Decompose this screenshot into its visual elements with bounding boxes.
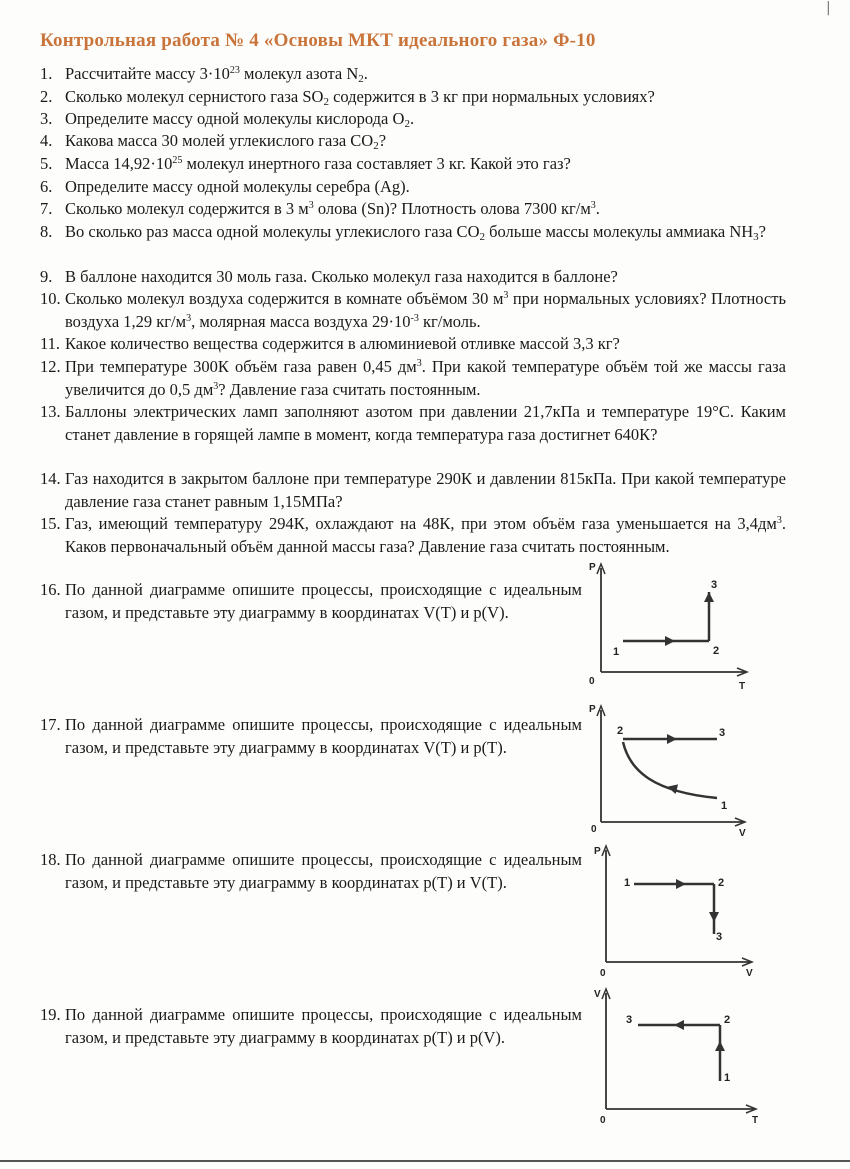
axes — [597, 564, 747, 676]
question-number: 14. — [40, 469, 61, 488]
question-18 — [40, 849, 582, 894]
question-3 — [40, 108, 786, 131]
question-text: По данной диаграмме опишите процессы, происходящие с идеальным газом, и представьте эту диаграмму в координатах p(T) и V(T). — [65, 850, 582, 892]
point-1-label: 1 — [613, 646, 620, 658]
point-1-label: 1 — [624, 877, 631, 889]
question-19 — [40, 1004, 582, 1049]
question-text: Масса $14,92\cdot 10^{25}$ молекул инертного газа составляет 3 кг. Какой это газ? — [65, 154, 571, 173]
question-text: Какое количество вещества содержится в алюминиевой отливке массой 3,3 кг? — [65, 334, 620, 353]
question-text: Определите массу одной молекулы серебра (Ag). — [65, 177, 410, 196]
question-number: 13. — [40, 402, 61, 421]
y-axis-label: P — [589, 704, 596, 715]
process-arrow — [665, 636, 675, 646]
question-number: 18. — [40, 850, 61, 869]
diagram-18 — [590, 842, 760, 982]
question-number: 6. — [40, 177, 53, 196]
axes — [602, 846, 752, 966]
question-11 — [40, 333, 786, 356]
y-axis-label: P — [594, 846, 601, 857]
question-text: Рассчитайте массу $3\cdot 10^{23}$ молекул азота $N_2$. — [65, 64, 368, 85]
question-number: 4. — [40, 131, 53, 150]
question-text: Определите массу одной молекулы кислорода $O_2$. — [65, 109, 415, 130]
process-arrow — [709, 912, 719, 922]
point-2-label: 2 — [724, 1014, 731, 1026]
diagram-16 — [585, 560, 755, 695]
origin-label: 0 — [600, 1115, 606, 1126]
question-text: По данной диаграмме опишите процессы, происходящие с идеальным газом, и представьте эту диаграмму в координатах V(T) и p(V). — [65, 580, 582, 622]
point-2-label: 2 — [718, 877, 725, 889]
question-12 — [40, 356, 786, 401]
y-axis-label: V — [594, 989, 601, 1000]
question-number: 19. — [40, 1005, 61, 1024]
question-8 — [40, 221, 786, 244]
x-axis-label: T — [739, 681, 746, 692]
process-arrow — [715, 1041, 725, 1051]
origin-label: 0 — [600, 968, 606, 979]
question-number: 11. — [40, 334, 61, 353]
question-text: Баллоны электрических ламп заполняют азотом при давлении 21,7кПа и температуре 19°С. Каким станет давление в горящей лампе в момент, когда температура газа достигнет 640К? — [65, 402, 786, 444]
question-7 — [40, 198, 786, 221]
question-number: 8. — [40, 222, 53, 241]
origin-label: 0 — [589, 676, 595, 687]
question-10 — [40, 288, 786, 333]
question-number: 10. — [40, 289, 61, 308]
question-text: По данной диаграмме опишите процессы, происходящие с идеальным газом, и представьте эту диаграмму в координатах p(T) и p(V). — [65, 1005, 582, 1047]
x-axis-label: T — [752, 1115, 759, 1126]
point-2-label: 2 — [713, 645, 720, 657]
process-1-2-isotherm — [623, 742, 717, 798]
question-number: 16. — [40, 580, 61, 599]
question-text: По данной диаграмме опишите процессы, происходящие с идеальным газом, и представьте эту диаграмму в координатах V(T) и p(T). — [65, 715, 582, 757]
origin-label: 0 — [591, 824, 597, 835]
x-axis-label: V — [739, 828, 746, 839]
question-text: Газ, имеющий температуру 294К, охлаждают на 48К, при этом объём газа уменьшается на $3,4дм^3$. Каков первоначальный объём данной массы газа? Давление газа считать постоянным. — [65, 514, 786, 556]
process-arrow — [667, 734, 677, 744]
question-number: 17. — [40, 715, 61, 734]
question-text: Газ находится в закрытом баллоне при температуре 290К и давлении 815кПа. При какой температуре давление газа станет равным 1,15МПа? — [65, 469, 786, 511]
corner-mark: | — [826, 0, 831, 16]
diagram-17 — [585, 700, 755, 840]
question-13 — [40, 401, 786, 446]
question-text: В баллоне находится 30 моль газа. Сколько молекул газа находится в баллоне? — [65, 267, 618, 286]
question-text: Во сколько раз масса одной молекулы углекислого газа $CO_2$ больше массы молекулы аммиака $NH_3$? — [65, 222, 766, 243]
question-15 — [40, 513, 786, 558]
question-number: 3. — [40, 109, 53, 128]
process-arrow — [674, 1020, 684, 1030]
diagram-19 — [590, 985, 765, 1130]
process-arrow — [704, 592, 714, 602]
question-number: 7. — [40, 199, 53, 218]
question-1 — [40, 63, 786, 86]
page-bottom-edge — [0, 1160, 850, 1162]
question-number: 1. — [40, 64, 53, 83]
question-text: Сколько молекул содержится в 3 $м^3$ олова (Sn)? Плотность олова 7300 $кг/м^3$. — [65, 199, 600, 218]
question-number: 15. — [40, 514, 61, 533]
axes — [602, 989, 756, 1113]
question-number: 12. — [40, 357, 61, 376]
question-number: 2. — [40, 87, 53, 106]
point-3-label: 3 — [626, 1014, 633, 1026]
question-5 — [40, 153, 786, 176]
process-arrow — [676, 879, 686, 889]
question-6 — [40, 176, 786, 199]
question-text: Сколько молекул воздуха содержится в комнате объёмом 30 $м^3$ при нормальных условиях? Плотность воздуха 1,29 $кг/м^3$, молярная масса воздуха $29\cdot 10^{-3}$ кг/моль. — [65, 289, 786, 331]
point-1-label: 1 — [721, 800, 728, 812]
question-14 — [40, 468, 786, 513]
question-text: При температуре 300К объём газа равен 0,45 $дм^3$. При какой температуре объём той же массы газа увеличится до 0,5 $дм^3$? Давление газа считать постоянным. — [65, 357, 786, 399]
question-17 — [40, 714, 582, 759]
page-title: Контрольная работа № 4 «Основы МКТ идеального газа» Ф-10 — [40, 30, 596, 51]
point-3-label: 3 — [711, 579, 718, 591]
y-axis-label: P — [589, 562, 596, 573]
question-2 — [40, 86, 786, 109]
point-1-label: 1 — [724, 1072, 731, 1084]
question-9 — [40, 266, 786, 289]
question-text: Сколько молекул сернистого газа $SO_2$ содержится в 3 кг при нормальных условиях? — [65, 87, 655, 108]
x-axis-label: V — [746, 968, 753, 979]
point-2-label: 2 — [617, 725, 624, 737]
point-3-label: 3 — [716, 931, 723, 943]
question-4 — [40, 130, 786, 153]
question-number: 5. — [40, 154, 53, 173]
question-16 — [40, 579, 582, 624]
question-number: 9. — [40, 267, 53, 286]
point-3-label: 3 — [719, 727, 726, 739]
question-text: Какова масса 30 молей углекислого газа $CO_2$? — [65, 131, 387, 152]
